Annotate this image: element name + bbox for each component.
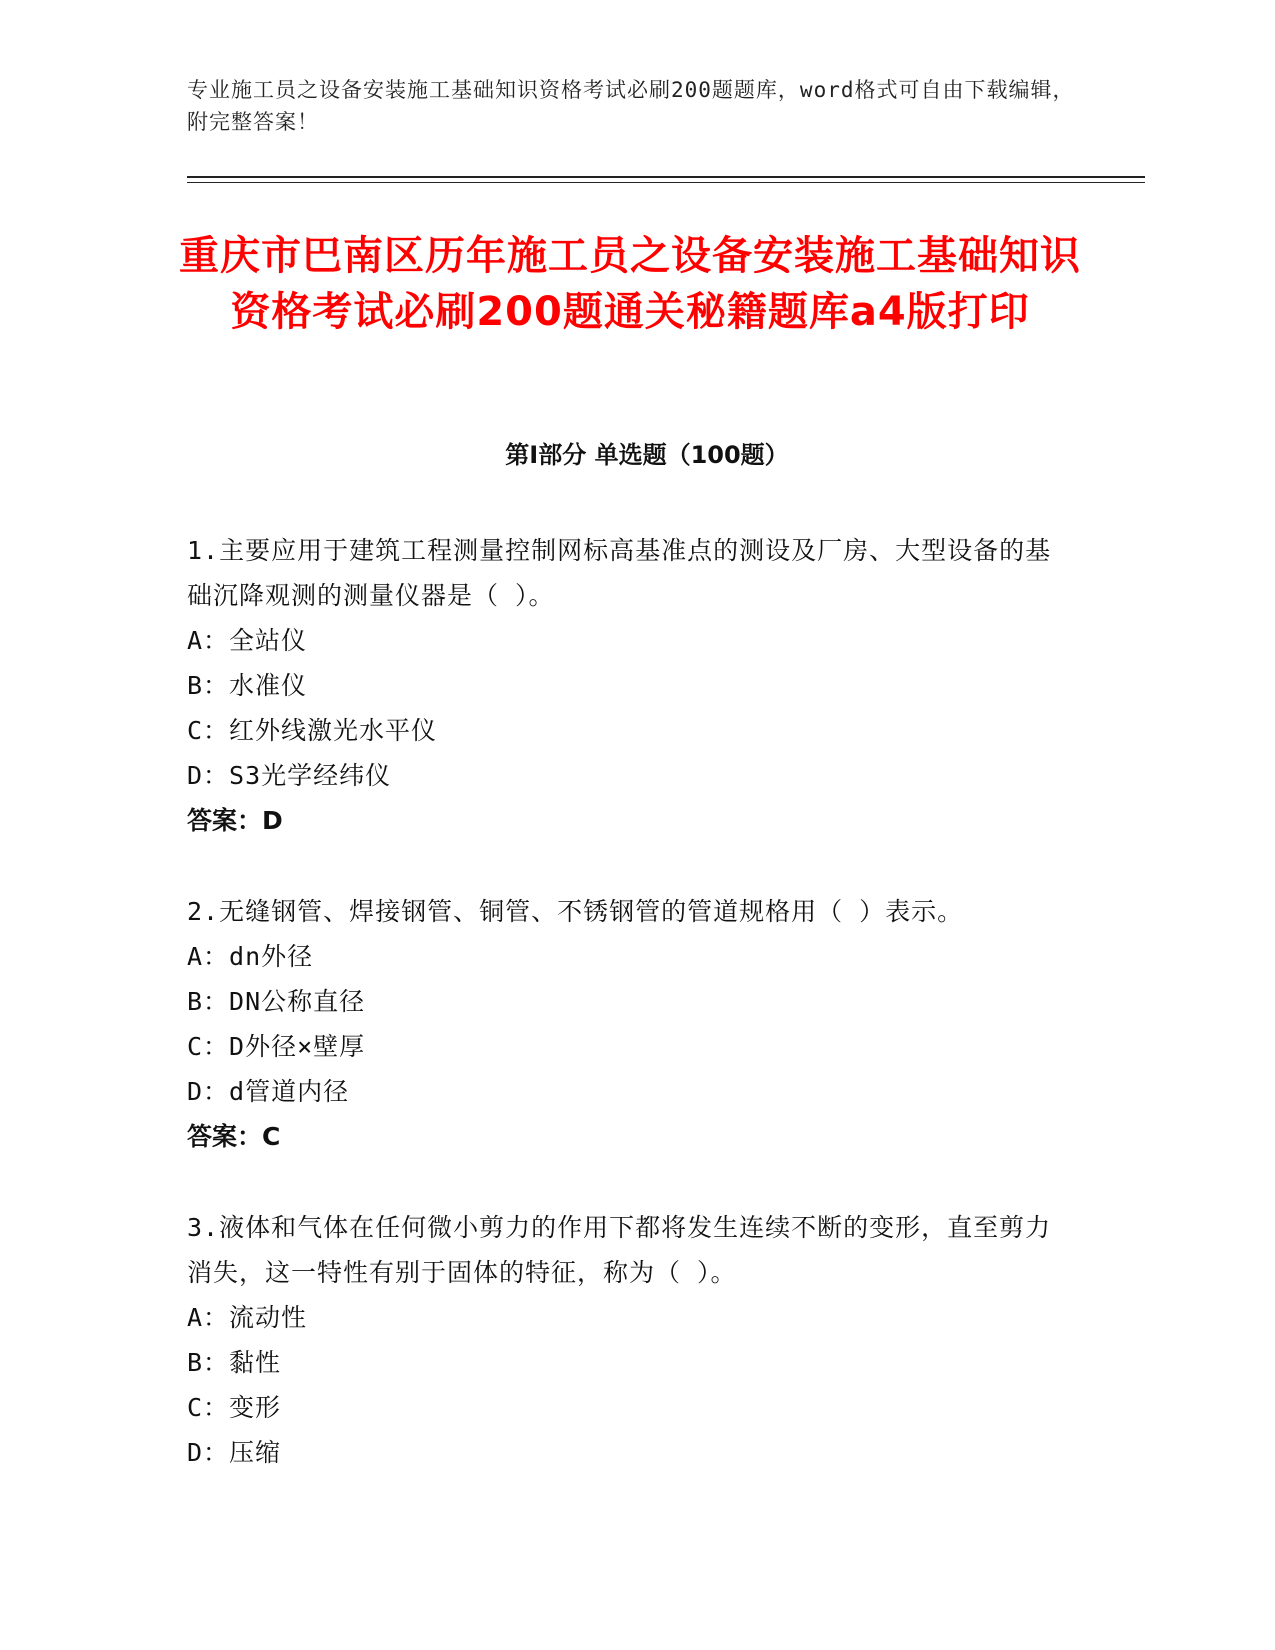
question-1	[187, 528, 1067, 843]
header-note: 专业施工员之设备安装施工基础知识资格考试必刷200题题库，word格式可自由下载编辑，附完整答案！	[187, 78, 1075, 134]
section-heading: 第I部分 单选题（100题）	[505, 441, 789, 469]
question-text: 1.主要应用于建筑工程测量控制网标高基准点的测设及厂房、大型设备的基础沉降观测的测量仪器是（ ）。	[187, 536, 1052, 610]
question-text: 2.无缝钢管、焊接钢管、铜管、不锈钢管的管道规格用（ ）表示。	[187, 897, 964, 926]
option-a: A：全站仪	[187, 626, 308, 655]
option-c: C：变形	[187, 1393, 282, 1422]
header-divider	[187, 176, 1145, 178]
answer: 答案：C	[187, 1122, 281, 1151]
option-b: B：DN公称直径	[187, 987, 366, 1016]
header-divider-thin	[187, 182, 1145, 183]
option-c: C：D外径×壁厚	[187, 1032, 366, 1061]
option-a: A：dn外径	[187, 942, 314, 971]
option-d: D：S3光学经纬仪	[187, 761, 392, 790]
option-d: D：d管道内径	[187, 1077, 350, 1106]
option-b: B：水准仪	[187, 671, 308, 700]
question-3	[187, 1205, 1067, 1475]
question-2	[187, 889, 1067, 1159]
answer: 答案：D	[187, 806, 283, 835]
document-title: 重庆市巴南区历年施工员之设备安装施工基础知识资格考试必刷200题通关秘籍题库a4版打印	[179, 233, 1081, 335]
option-d: D：压缩	[187, 1438, 282, 1467]
question-list	[187, 528, 1067, 1521]
option-b: B：黏性	[187, 1348, 282, 1377]
question-text: 3.液体和气体在任何微小剪力的作用下都将发生连续不断的变形，直至剪力消失，这一特性有别于固体的特征，称为（ ）。	[187, 1213, 1052, 1287]
option-c: C：红外线激光水平仪	[187, 716, 438, 745]
option-a: A：流动性	[187, 1303, 308, 1332]
